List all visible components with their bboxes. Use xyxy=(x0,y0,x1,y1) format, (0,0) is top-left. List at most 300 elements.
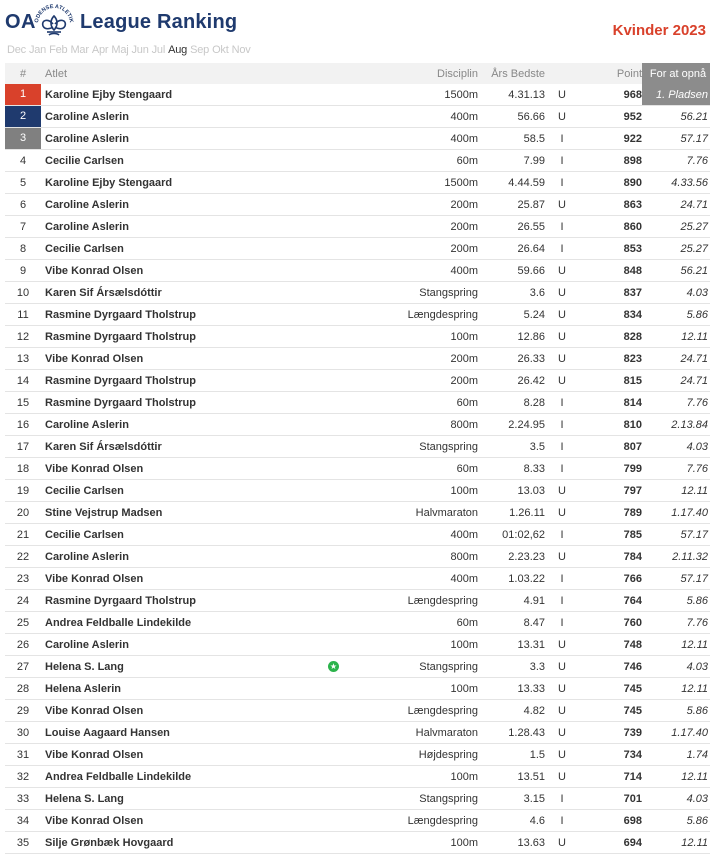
requirement-cell: 1.17.40 xyxy=(642,502,710,524)
discipline-cell: 60m xyxy=(345,150,478,172)
indoor-outdoor-cell: U xyxy=(545,502,579,524)
ranking-table xyxy=(5,63,710,854)
result-cell: 4.82 xyxy=(478,700,545,722)
points-cell: 797 xyxy=(579,480,642,502)
points-cell: 823 xyxy=(579,348,642,370)
indoor-outdoor-cell: I xyxy=(545,392,579,414)
discipline-cell: 60m xyxy=(345,458,478,480)
result-cell: 59.66 xyxy=(478,260,545,282)
result-cell: 13.31 xyxy=(478,634,545,656)
indoor-outdoor-cell: I xyxy=(545,436,579,458)
requirement-cell: 7.76 xyxy=(642,392,710,414)
athlete-name: Vibe Konrad Olsen xyxy=(41,744,345,766)
requirement-cell: 4.03 xyxy=(642,282,710,304)
points-cell: 734 xyxy=(579,744,642,766)
indoor-outdoor-cell: I xyxy=(545,150,579,172)
requirement-cell: 5.86 xyxy=(642,590,710,612)
result-cell: 3.3 xyxy=(478,656,545,678)
indoor-outdoor-cell: U xyxy=(545,282,579,304)
table-row xyxy=(5,502,710,524)
requirement-cell: 12.11 xyxy=(642,480,710,502)
indoor-outdoor-cell: I xyxy=(545,238,579,260)
table-row xyxy=(5,524,710,546)
athlete-name: Rasmine Dyrgaard Tholstrup xyxy=(41,370,345,392)
requirement-cell: 5.86 xyxy=(642,700,710,722)
month-sep[interactable]: Sep xyxy=(190,44,210,56)
discipline-cell: 100m xyxy=(345,326,478,348)
discipline-cell: 400m xyxy=(345,524,478,546)
star-badge-icon: ★ xyxy=(329,662,338,671)
points-cell: 789 xyxy=(579,502,642,524)
column-header-requirement: For at opnå xyxy=(642,63,710,84)
athlete-name: Karen Sif Ársælsdóttir xyxy=(41,436,345,458)
table-row xyxy=(5,458,710,480)
table-row xyxy=(5,700,710,722)
discipline-cell: Længdespring xyxy=(345,810,478,832)
athlete-name: Vibe Konrad Olsen xyxy=(41,260,345,282)
indoor-outdoor-cell: I xyxy=(545,612,579,634)
points-cell: 853 xyxy=(579,238,642,260)
discipline-cell: Længdespring xyxy=(345,590,478,612)
athlete-name: Caroline Aslerin xyxy=(41,194,345,216)
athlete-name: Caroline Aslerin xyxy=(41,546,345,568)
result-cell: 13.33 xyxy=(478,678,545,700)
discipline-cell: 800m xyxy=(345,546,478,568)
athlete-name: Caroline Aslerin xyxy=(41,128,345,150)
result-cell: 5.24 xyxy=(478,304,545,326)
discipline-cell: Stangspring xyxy=(345,282,478,304)
requirement-cell: 7.76 xyxy=(642,150,710,172)
athlete-name: Cecilie Carlsen xyxy=(41,238,345,260)
rank-cell: 32 xyxy=(5,766,41,788)
indoor-outdoor-cell: U xyxy=(545,546,579,568)
result-cell: 1.03.22 xyxy=(478,568,545,590)
table-row xyxy=(5,326,710,348)
table-row xyxy=(5,84,710,106)
points-cell: 952 xyxy=(579,106,642,128)
athlete-name: Vibe Konrad Olsen xyxy=(41,810,345,832)
athlete-name: Caroline Aslerin xyxy=(41,106,345,128)
points-cell: 764 xyxy=(579,590,642,612)
discipline-cell: Stangspring xyxy=(345,656,478,678)
points-cell: 810 xyxy=(579,414,642,436)
indoor-outdoor-cell: I xyxy=(545,216,579,238)
rank-cell: 28 xyxy=(5,678,41,700)
column-header-rank: # xyxy=(5,63,41,84)
result-cell: 4.6 xyxy=(478,810,545,832)
indoor-outdoor-cell: U xyxy=(545,744,579,766)
result-cell: 2.23.23 xyxy=(478,546,545,568)
rank-cell: 27 xyxy=(5,656,41,678)
rank-cell: 12 xyxy=(5,326,41,348)
points-cell: 745 xyxy=(579,678,642,700)
result-cell: 1.28.43 xyxy=(478,722,545,744)
athlete-name: Helena S. Lang ★ xyxy=(41,656,345,678)
points-cell: 698 xyxy=(579,810,642,832)
athlete-name: Vibe Konrad Olsen xyxy=(41,568,345,590)
result-cell: 8.33 xyxy=(478,458,545,480)
table-row xyxy=(5,106,710,128)
indoor-outdoor-cell: I xyxy=(545,414,579,436)
discipline-cell: 200m xyxy=(345,216,478,238)
indoor-outdoor-cell: U xyxy=(545,832,579,854)
discipline-cell: 400m xyxy=(345,568,478,590)
points-cell: 745 xyxy=(579,700,642,722)
discipline-cell: 200m xyxy=(345,348,478,370)
athlete-name: Karen Sif Ársælsdóttir xyxy=(41,282,345,304)
points-cell: 746 xyxy=(579,656,642,678)
rank-cell: 33 xyxy=(5,788,41,810)
result-cell: 01:02,62 xyxy=(478,524,545,546)
month-jul[interactable]: Jul xyxy=(151,44,166,56)
rank-cell: 30 xyxy=(5,722,41,744)
rank-cell: 14 xyxy=(5,370,41,392)
athlete-name: Helena S. Lang xyxy=(41,788,345,810)
athlete-name: Rasmine Dyrgaard Tholstrup xyxy=(41,590,345,612)
requirement-cell: 24.71 xyxy=(642,348,710,370)
result-cell: 3.5 xyxy=(478,436,545,458)
discipline-cell: 200m xyxy=(345,194,478,216)
rank-cell xyxy=(5,106,41,128)
discipline-cell: Halvmaraton xyxy=(345,502,478,524)
rank-cell: 26 xyxy=(5,634,41,656)
indoor-outdoor-cell: U xyxy=(545,84,579,106)
requirement-cell: 24.71 xyxy=(642,194,710,216)
result-cell: 8.47 xyxy=(478,612,545,634)
athlete-name: Rasmine Dyrgaard Tholstrup xyxy=(41,304,345,326)
table-row xyxy=(5,128,710,150)
table-row xyxy=(5,634,710,656)
rank-cell: 6 xyxy=(5,194,41,216)
column-header-discipline: Disciplin xyxy=(345,63,478,84)
requirement-cell: 4.03 xyxy=(642,656,710,678)
requirement-cell: 7.76 xyxy=(642,612,710,634)
indoor-outdoor-cell: U xyxy=(545,656,579,678)
points-cell: 898 xyxy=(579,150,642,172)
result-cell: 4.91 xyxy=(478,590,545,612)
column-header-athlete: Atlet xyxy=(41,63,345,84)
points-cell: 828 xyxy=(579,326,642,348)
requirement-cell: 1.74 xyxy=(642,744,710,766)
table-row xyxy=(5,260,710,282)
podium-rank-badge: 3 xyxy=(5,128,41,149)
indoor-outdoor-cell: U xyxy=(545,722,579,744)
discipline-cell: 100m xyxy=(345,766,478,788)
points-cell: 739 xyxy=(579,722,642,744)
result-cell: 25.87 xyxy=(478,194,545,216)
indoor-outdoor-cell: U xyxy=(545,678,579,700)
athlete-name: Caroline Aslerin xyxy=(41,414,345,436)
rank-cell: 31 xyxy=(5,744,41,766)
requirement-cell: 1.17.40 xyxy=(642,722,710,744)
indoor-outdoor-cell: U xyxy=(545,634,579,656)
requirement-cell: 7.76 xyxy=(642,458,710,480)
table-row xyxy=(5,194,710,216)
podium-rank-badge: 1 xyxy=(5,84,41,105)
points-cell: 837 xyxy=(579,282,642,304)
athlete-name: Karoline Ejby Stengaard xyxy=(41,172,345,194)
indoor-outdoor-cell: U xyxy=(545,480,579,502)
rank-cell: 25 xyxy=(5,612,41,634)
table-header-row xyxy=(5,63,710,84)
result-cell: 26.33 xyxy=(478,348,545,370)
month-nov[interactable]: Nov xyxy=(231,44,251,56)
athlete-name: Louise Aagaard Hansen xyxy=(41,722,345,744)
result-cell: 26.55 xyxy=(478,216,545,238)
result-cell: 2.24.95 xyxy=(478,414,545,436)
indoor-outdoor-cell: I xyxy=(545,568,579,590)
requirement-cell: 57.17 xyxy=(642,568,710,590)
result-cell: 13.51 xyxy=(478,766,545,788)
requirement-cell: 4.33.56 xyxy=(642,172,710,194)
points-cell: 784 xyxy=(579,546,642,568)
points-cell: 748 xyxy=(579,634,642,656)
table-row xyxy=(5,172,710,194)
rank-cell: 11 xyxy=(5,304,41,326)
discipline-cell: 60m xyxy=(345,392,478,414)
athlete-name: Karoline Ejby Stengaard xyxy=(41,84,345,106)
discipline-cell: 100m xyxy=(345,634,478,656)
table-row xyxy=(5,810,710,832)
points-cell: 714 xyxy=(579,766,642,788)
table-row xyxy=(5,436,710,458)
discipline-cell: 800m xyxy=(345,414,478,436)
discipline-cell: 200m xyxy=(345,370,478,392)
table-row xyxy=(5,722,710,744)
requirement-cell: 5.86 xyxy=(642,304,710,326)
points-cell: 799 xyxy=(579,458,642,480)
page-title: League Ranking xyxy=(80,11,238,33)
indoor-outdoor-cell: U xyxy=(545,326,579,348)
indoor-outdoor-cell: U xyxy=(545,260,579,282)
month-mar[interactable]: Mar xyxy=(70,44,89,56)
athlete-name: Stine Vejstrup Madsen xyxy=(41,502,345,524)
club-abbreviation: OA xyxy=(5,11,36,33)
discipline-cell: 1500m xyxy=(345,84,478,106)
athlete-name: Cecilie Carlsen xyxy=(41,524,345,546)
discipline-cell: 60m xyxy=(345,612,478,634)
indoor-outdoor-cell: U xyxy=(545,304,579,326)
result-cell: 1.26.11 xyxy=(478,502,545,524)
indoor-outdoor-cell: U xyxy=(545,106,579,128)
requirement-cell: 56.21 xyxy=(642,260,710,282)
month-dec[interactable]: Dec xyxy=(7,44,26,56)
discipline-cell: 200m xyxy=(345,238,478,260)
discipline-cell: 100m xyxy=(345,832,478,854)
points-cell: 766 xyxy=(579,568,642,590)
rank-cell: 5 xyxy=(5,172,41,194)
points-cell: 785 xyxy=(579,524,642,546)
table-row xyxy=(5,348,710,370)
rank-cell: 18 xyxy=(5,458,41,480)
requirement-cell: 12.11 xyxy=(642,766,710,788)
requirement-cell: 2.13.84 xyxy=(642,414,710,436)
requirement-cell: 5.86 xyxy=(642,810,710,832)
table-row xyxy=(5,678,710,700)
table-row xyxy=(5,788,710,810)
rank-cell: 22 xyxy=(5,546,41,568)
table-row xyxy=(5,656,710,678)
discipline-cell: 100m xyxy=(345,480,478,502)
requirement-cell: 24.71 xyxy=(642,370,710,392)
discipline-cell: Højdespring xyxy=(345,744,478,766)
result-cell: 3.15 xyxy=(478,788,545,810)
discipline-cell: Stangspring xyxy=(345,788,478,810)
table-row xyxy=(5,612,710,634)
table-row xyxy=(5,590,710,612)
rank-cell: 10 xyxy=(5,282,41,304)
month-selector xyxy=(7,44,254,56)
discipline-cell: Halvmaraton xyxy=(345,722,478,744)
requirement-cell: 25.27 xyxy=(642,238,710,260)
month-okt[interactable]: Okt xyxy=(212,44,229,56)
result-cell: 4.31.13 xyxy=(478,84,545,106)
points-cell: 760 xyxy=(579,612,642,634)
table-row xyxy=(5,414,710,436)
result-cell: 8.28 xyxy=(478,392,545,414)
rank-cell: 4 xyxy=(5,150,41,172)
indoor-outdoor-cell: U xyxy=(545,370,579,392)
indoor-outdoor-cell: U xyxy=(545,348,579,370)
table-row xyxy=(5,282,710,304)
points-cell: 807 xyxy=(579,436,642,458)
club-logo-icon xyxy=(30,2,78,42)
points-cell: 922 xyxy=(579,128,642,150)
requirement-cell: 56.21 xyxy=(642,106,710,128)
points-cell: 890 xyxy=(579,172,642,194)
athlete-name: Caroline Aslerin xyxy=(41,216,345,238)
requirement-cell: 12.11 xyxy=(642,678,710,700)
table-row xyxy=(5,238,710,260)
table-row xyxy=(5,150,710,172)
table-row xyxy=(5,304,710,326)
rank-cell: 9 xyxy=(5,260,41,282)
month-maj[interactable]: Maj xyxy=(111,44,129,56)
rank-cell: 13 xyxy=(5,348,41,370)
athlete-name: Cecilie Carlsen xyxy=(41,480,345,502)
podium-rank-badge: 2 xyxy=(5,106,41,127)
column-header-points: Point xyxy=(579,63,642,84)
athlete-name: Vibe Konrad Olsen xyxy=(41,348,345,370)
result-cell: 12.86 xyxy=(478,326,545,348)
points-cell: 814 xyxy=(579,392,642,414)
table-row xyxy=(5,392,710,414)
rank-cell: 29 xyxy=(5,700,41,722)
month-jun[interactable]: Jun xyxy=(131,44,149,56)
table-row xyxy=(5,370,710,392)
month-jan[interactable]: Jan xyxy=(28,44,47,56)
points-cell: 968 xyxy=(579,84,642,106)
athlete-name: Vibe Konrad Olsen xyxy=(41,458,345,480)
column-header-result: Års Bedste xyxy=(478,63,545,84)
rank-cell: 16 xyxy=(5,414,41,436)
rank-cell: 34 xyxy=(5,810,41,832)
requirement-subheader: 1. Pladsen xyxy=(642,84,710,106)
result-cell: 58.5 xyxy=(478,128,545,150)
result-cell: 1.5 xyxy=(478,744,545,766)
table-row xyxy=(5,744,710,766)
result-cell: 56.66 xyxy=(478,106,545,128)
result-cell: 3.6 xyxy=(478,282,545,304)
indoor-outdoor-cell: I xyxy=(545,172,579,194)
indoor-outdoor-cell: U xyxy=(545,766,579,788)
indoor-outdoor-cell: I xyxy=(545,810,579,832)
svg-text:ODENSE ATLETIK: ODENSE ATLETIK xyxy=(33,3,75,24)
table-row xyxy=(5,766,710,788)
points-cell: 815 xyxy=(579,370,642,392)
indoor-outdoor-cell: I xyxy=(545,524,579,546)
rank-cell: 8 xyxy=(5,238,41,260)
indoor-outdoor-cell: I xyxy=(545,590,579,612)
requirement-cell: 12.11 xyxy=(642,832,710,854)
discipline-cell: 400m xyxy=(345,106,478,128)
athlete-name: Vibe Konrad Olsen xyxy=(41,700,345,722)
requirement-cell: 25.27 xyxy=(642,216,710,238)
discipline-cell: Længdespring xyxy=(345,700,478,722)
indoor-outdoor-cell: U xyxy=(545,700,579,722)
result-cell: 4.44.59 xyxy=(478,172,545,194)
rank-cell xyxy=(5,84,41,106)
rank-cell: 15 xyxy=(5,392,41,414)
athlete-name: Helena Aslerin xyxy=(41,678,345,700)
discipline-cell: Længdespring xyxy=(345,304,478,326)
category-label: Kvinder 2023 xyxy=(612,22,706,39)
result-cell: 13.63 xyxy=(478,832,545,854)
requirement-cell: 57.17 xyxy=(642,128,710,150)
rank-cell xyxy=(5,128,41,150)
rank-cell: 7 xyxy=(5,216,41,238)
result-cell: 13.03 xyxy=(478,480,545,502)
month-aug[interactable]: Aug xyxy=(168,44,188,56)
discipline-cell: Stangspring xyxy=(345,436,478,458)
table-row xyxy=(5,832,710,854)
requirement-cell: 2.11.32 xyxy=(642,546,710,568)
athlete-name: Cecilie Carlsen xyxy=(41,150,345,172)
athlete-name: Silje Grønbæk Hovgaard xyxy=(41,832,345,854)
discipline-cell: 400m xyxy=(345,260,478,282)
points-cell: 860 xyxy=(579,216,642,238)
requirement-cell: 4.03 xyxy=(642,436,710,458)
points-cell: 834 xyxy=(579,304,642,326)
rank-cell: 35 xyxy=(5,832,41,854)
athlete-name: Andrea Feldballe Lindekilde xyxy=(41,766,345,788)
indoor-outdoor-cell: I xyxy=(545,458,579,480)
indoor-outdoor-cell: I xyxy=(545,788,579,810)
table-row xyxy=(5,568,710,590)
athlete-name: Rasmine Dyrgaard Tholstrup xyxy=(41,392,345,414)
table-row xyxy=(5,480,710,502)
rank-cell: 17 xyxy=(5,436,41,458)
rank-cell: 24 xyxy=(5,590,41,612)
points-cell: 848 xyxy=(579,260,642,282)
discipline-cell: 100m xyxy=(345,678,478,700)
result-cell: 26.42 xyxy=(478,370,545,392)
indoor-outdoor-cell: I xyxy=(545,128,579,150)
points-cell: 694 xyxy=(579,832,642,854)
athlete-name: Caroline Aslerin xyxy=(41,634,345,656)
month-apr[interactable]: Apr xyxy=(91,44,109,56)
rank-cell: 19 xyxy=(5,480,41,502)
points-cell: 863 xyxy=(579,194,642,216)
requirement-cell: 12.11 xyxy=(642,326,710,348)
column-header-indoor-outdoor xyxy=(545,63,579,84)
discipline-cell: 1500m xyxy=(345,172,478,194)
points-cell: 701 xyxy=(579,788,642,810)
table-row xyxy=(5,546,710,568)
month-feb[interactable]: Feb xyxy=(49,44,68,56)
requirement-cell: 57.17 xyxy=(642,524,710,546)
rank-cell: 21 xyxy=(5,524,41,546)
